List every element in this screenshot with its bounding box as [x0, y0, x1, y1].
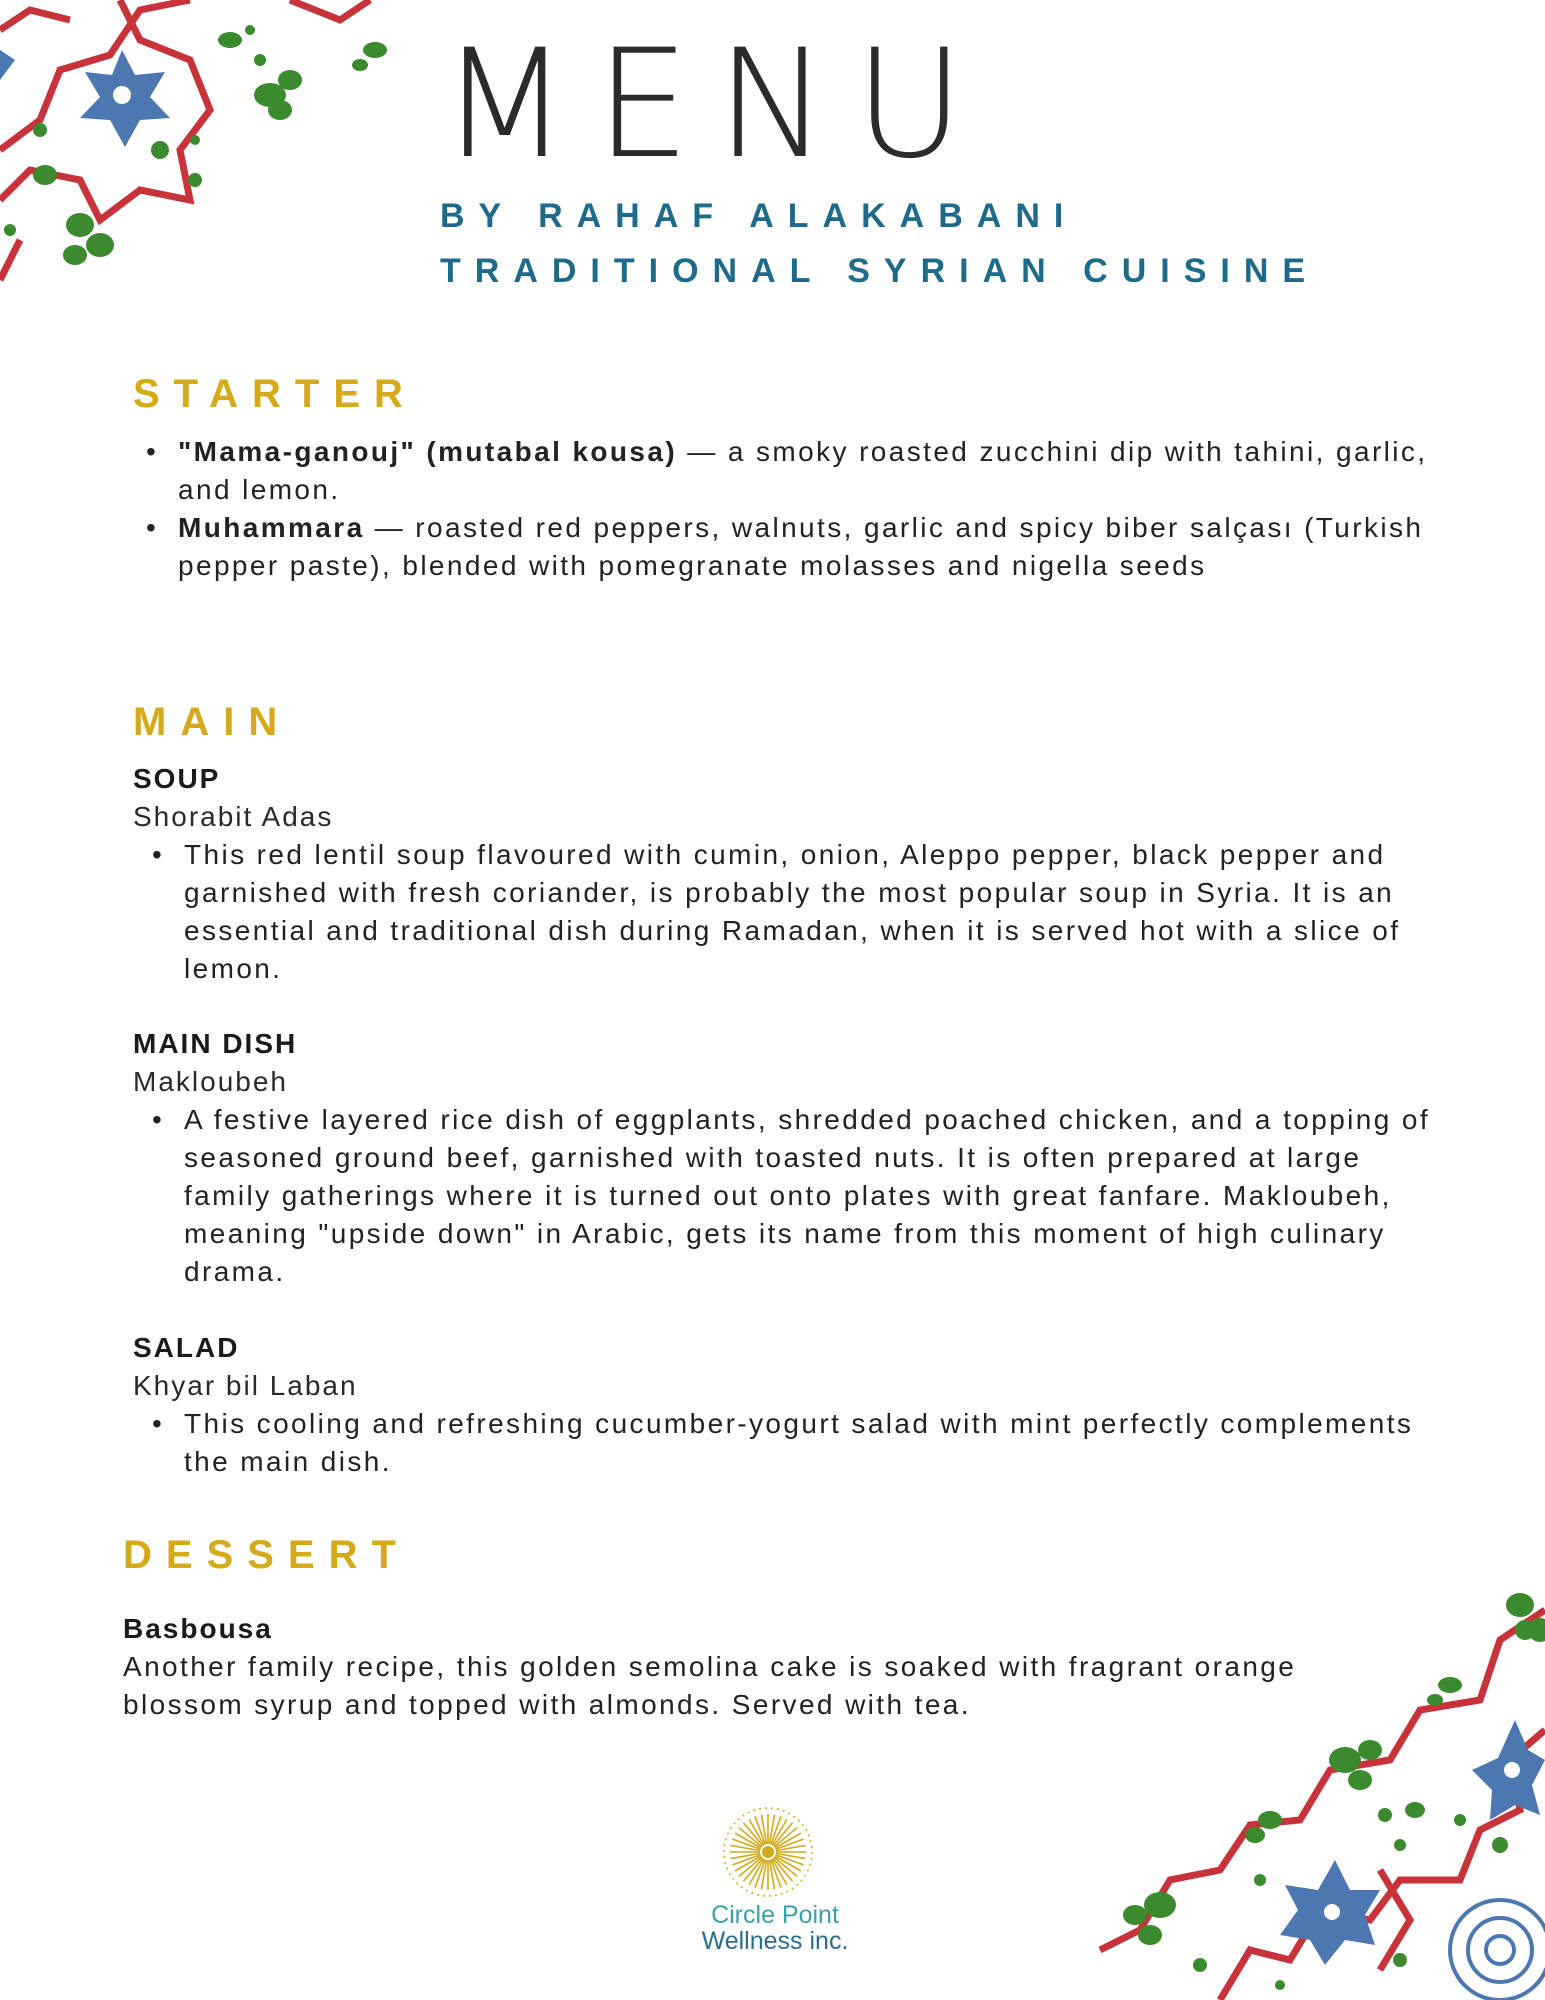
salad-dish-name: Khyar bil Laban — [133, 1370, 358, 1401]
cuisine-subtitle: TRADITIONAL SYRIAN CUISINE — [440, 252, 1320, 290]
list-item: • This red lentil soup flavoured with cumin, onion, Aleppo pepper, black pepper and garnished with fresh coriander, is probably the most popular soup in Syria. It is an essential and traditional dish during Ramadan, when it is served hot with a slice of lemon. — [184, 836, 1454, 988]
top-left-ornament — [0, 0, 400, 340]
logo-line-1: Circle Point — [711, 1901, 839, 1929]
starter-list — [178, 433, 1448, 585]
author-byline: BY RAHAF ALAKABANI — [440, 197, 1078, 235]
flower-icon — [80, 50, 170, 147]
list-item: • A festive layered rice dish of eggplants, shredded poached chicken, and a topping of seasoned ground beef, garnished with toasted nuts. It is often prepared at large family gatherings where it is turned out onto plates with great fanfare. Makloubeh, meaning "upside down" in Arabic, gets its name from this moment of high culinary drama. — [184, 1101, 1454, 1291]
company-logo — [675, 1902, 875, 1954]
soup-label: SOUP — [133, 763, 221, 794]
main-dish-label: MAIN DISH — [133, 1028, 298, 1059]
dish-name: "Mama-ganouj" (mutabal kousa) — [178, 436, 678, 467]
main-heading: MAIN — [133, 700, 292, 744]
list-item: • This cooling and refreshing cucumber-yogurt salad with mint perfectly complements the main dish. — [184, 1405, 1454, 1481]
mandala-icon — [1450, 1900, 1545, 2000]
starter-heading: STARTER — [133, 372, 417, 416]
main-dish-name: Makloubeh — [133, 1066, 288, 1097]
logo-line-2: Wellness inc. — [701, 1927, 849, 1955]
salad-list — [184, 1405, 1454, 1481]
dessert-name: Basbousa — [123, 1613, 273, 1644]
dish-description: — roasted red peppers, walnuts, garlic and spicy biber salçası (Turkish pepper paste), blended with pomegranate molasses and nigella seeds — [178, 512, 1424, 581]
main-dish-list — [184, 1101, 1454, 1291]
soup-dish-name: Shorabit Adas — [133, 801, 334, 832]
soup-list — [184, 836, 1454, 988]
page-title: MENU — [440, 18, 991, 192]
sunburst-logo-icon — [718, 1802, 818, 1902]
dessert-description: Another family recipe, this golden semolina cake is soaked with fragrant orange blossom syrup and topped with almonds. Served with tea. — [123, 1651, 1297, 1720]
dish-name: Muhammara — [178, 512, 365, 543]
dessert-heading: DESSERT — [123, 1533, 410, 1577]
dish-description: — a smoky roasted zucchini dip with tahini, garlic, and lemon. — [178, 436, 1428, 505]
list-item — [178, 509, 1448, 585]
list-item — [178, 433, 1448, 509]
salad-label: SALAD — [133, 1332, 240, 1363]
